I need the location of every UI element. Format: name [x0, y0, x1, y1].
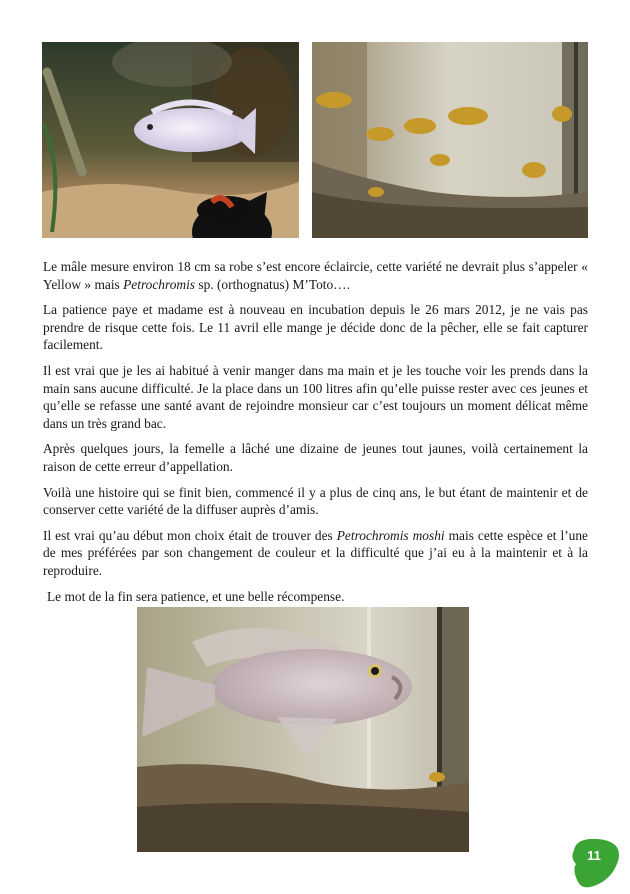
text-run: La patience paye et madame est à nouveau en incubation depuis le 26 mars 2012, je ne vais pas prendre de risque cette fois. Le 11 avril elle mange je décide donc de la pêcher, elle se fait capturer facilement. [43, 302, 588, 353]
article-body [43, 258, 588, 613]
species-name: Petrochromis moshi [336, 527, 445, 543]
photo-petrochromis-adult [137, 607, 469, 852]
page-number: 11 [587, 848, 601, 863]
text-run: Il est vrai qu’au début mon choix était de trouver des [43, 527, 337, 543]
text-run: Le mâle mesure environ 18 cm sa robe s’est encore éclaircie, cette variété ne devrait plus s’appeler « Yellow » mais [43, 259, 588, 292]
text-run: Après quelques jours, la femelle a lâché une dizaine de jeunes tout jaunes, voilà certainement la raison de cette erreur d’appellation. [43, 441, 588, 474]
species-name: Petrochromis [123, 276, 196, 292]
text-run: mais cette espèce et l’une de mes préférées par son changement de couleur et la difficulté que j’ai eu à la maintenir et à la reproduire. [43, 527, 588, 578]
text-run: Il est vrai que je les ai habitué à venir manger dans ma main et je les touche voir les prends dans la main sans aucune difficulté. Je la place dans un 100 litres afin qu’elle puisse rester avec ces jeunes et qu’elle se refasse une santé avant de rejoindre monsieur car c’est toujours un moment délicat même dans un très grand bac. [43, 362, 588, 431]
green-leaf-icon [568, 836, 622, 890]
text-run: Voilà une histoire qui se finit bien, commencé il y a plus de cinq ans, le but étant de maintenir et de conserver cette variété de la diffuser auprès d’amis. [43, 484, 588, 518]
paragraph [43, 527, 588, 580]
paragraph [43, 258, 588, 293]
paragraph [43, 484, 588, 519]
text-run: sp. (orthognatus) M’Toto…. [195, 276, 350, 292]
paragraph [43, 301, 588, 354]
paragraph [43, 440, 588, 475]
page-number-badge [568, 836, 622, 890]
paragraph [43, 362, 588, 432]
photo-yellow-fry [312, 42, 588, 238]
text-run: Le mot de la fin sera patience, et une belle récompense. [47, 588, 345, 604]
photo-pale-male-cichlid [42, 42, 299, 238]
paragraph [43, 588, 588, 606]
